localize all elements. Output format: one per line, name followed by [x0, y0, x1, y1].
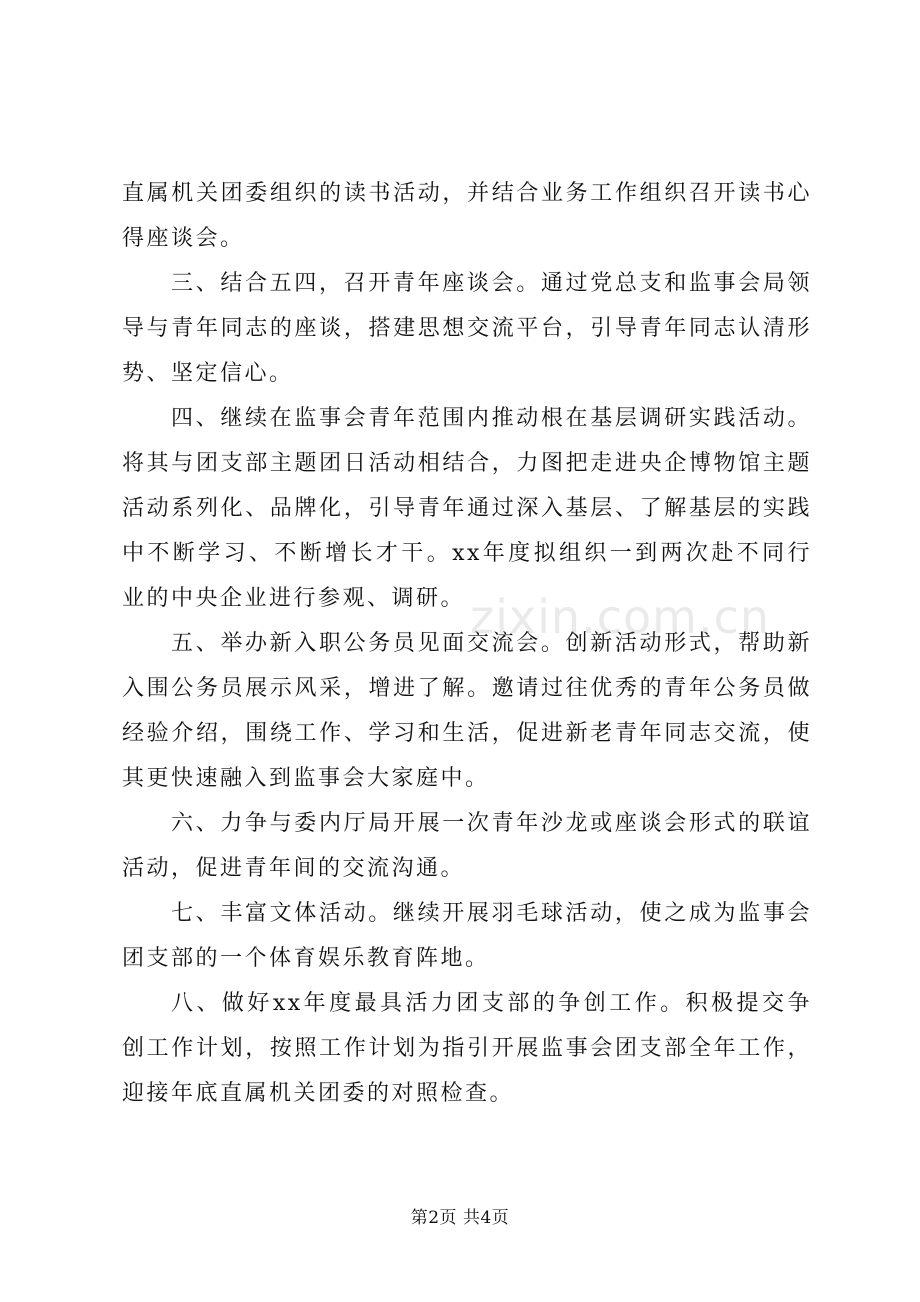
paragraph-item-6: 六、力争与委内厅局开展一次青年沙龙或座谈会形式的联谊活动，促进青年间的交流沟通。: [122, 811, 812, 881]
paragraph-item-3: 三、结合五四，召开青年座谈会。通过党总支和监事会局领导与青年同志的座谈，搭建思想交流平台，引导青年同志认清形势、坚定信心。: [122, 271, 812, 386]
paragraph-item-4: 四、继续在监事会青年范围内推动根在基层调研实践活动。将其与团支部主题团日活动相结合，力图把走进央企博物馆主题活动系列化、品牌化，引导青年通过深入基层、了解基层的实践中不断学习、不断增长才干。xx年度拟组织一到两次赴不同行业的中央企业进行参观、调研。: [122, 406, 812, 611]
paragraph-item-5: 五、举办新入职公务员见面交流会。创新活动形式，帮助新入围公务员展示风采，增进了解。邀请过往优秀的青年公务员做经验介绍，围绕工作、学习和生活，促进新老青年同志交流，使其更快速融入到监事会大家庭中。: [122, 631, 812, 791]
paragraph-item-8: 八、做好xx年度最具活力团支部的争创工作。积极提交争创工作计划，按照工作计划为指引开展监事会团支部全年工作，迎接年底直属机关团委的对照检查。: [122, 991, 812, 1106]
watermark: zixin.com.cn: [470, 590, 771, 644]
paragraph-continuation: 直属机关团委组织的读书活动，并结合业务工作组织召开读书心得座谈会。: [122, 181, 812, 251]
document-body: [122, 171, 812, 1116]
paragraph-item-7: 七、丰富文体活动。继续开展羽毛球活动，使之成为监事会团支部的一个体育娱乐教育阵地。: [122, 901, 812, 971]
page-footer: 第2页 共4页: [410, 1208, 510, 1228]
